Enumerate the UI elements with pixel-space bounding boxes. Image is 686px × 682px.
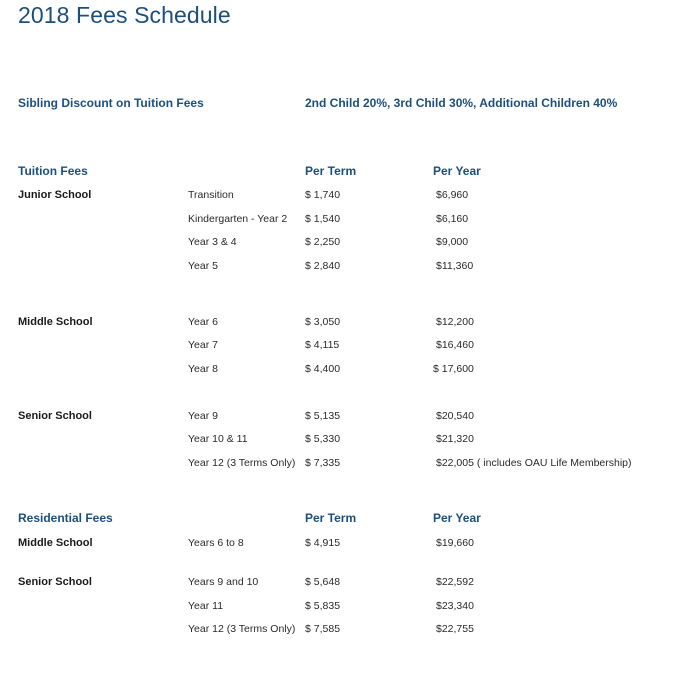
table-row-term: $ 2,840 xyxy=(305,260,341,272)
tuition-per-year-header: Per Year xyxy=(433,164,481,178)
table-row-level: Year 5 xyxy=(188,260,218,272)
table-row-level: Year 12 (3 Terms Only) xyxy=(188,457,296,469)
table-row-year: $ 17,600 xyxy=(433,363,474,375)
table-row-year: $22,592 xyxy=(436,576,474,588)
table-row-level: Years 6 to 8 xyxy=(188,537,244,549)
table-row-level: Year 10 & 11 xyxy=(188,433,248,445)
table-row-term: $ 3,050 xyxy=(305,316,341,328)
residential-middle-school-label: Middle School xyxy=(18,537,93,549)
table-row-level: Year 8 xyxy=(188,363,218,375)
table-row-year: $16,460 xyxy=(436,339,474,351)
table-row-level: Year 9 xyxy=(188,410,218,422)
junior-school-label: Junior School xyxy=(18,189,92,201)
senior-school-label: Senior School xyxy=(18,410,92,422)
residential-senior-school-label: Senior School xyxy=(18,576,92,588)
table-row-year: $22,755 xyxy=(436,623,474,635)
page-title: 2018 Fees Schedule xyxy=(18,2,231,28)
table-row-year: $22,005 ( includes OAU Life Membership) xyxy=(436,457,632,469)
table-row-level: Year 7 xyxy=(188,339,218,351)
residential-fees-heading: Residential Fees xyxy=(18,511,113,525)
table-row-year: $20,540 xyxy=(436,410,474,422)
table-row-level: Transition xyxy=(188,189,234,201)
table-row-term: $ 4,915 xyxy=(305,537,341,549)
table-row-year: $21,320 xyxy=(436,433,474,445)
table-row-term: $ 4,115 xyxy=(305,339,340,351)
table-row-term: $ 7,585 xyxy=(305,623,341,635)
table-row-level: Kindergarten - Year 2 xyxy=(188,213,288,225)
table-row-level: Year 3 & 4 xyxy=(188,236,237,248)
table-row-year: $9,000 xyxy=(436,236,469,248)
table-row-level: Year 11 xyxy=(188,600,224,612)
residential-per-term-header: Per Term xyxy=(305,511,357,525)
table-row-term: $ 7,335 xyxy=(305,457,341,469)
residential-per-year-header: Per Year xyxy=(433,511,481,525)
table-row-term: $ 4,400 xyxy=(305,363,341,375)
table-row-year: $11,360 xyxy=(436,260,474,272)
table-row-term: $ 1,540 xyxy=(305,213,341,225)
middle-school-label: Middle School xyxy=(18,316,93,328)
table-row-year: $12,200 xyxy=(436,316,474,328)
table-row-level: Year 6 xyxy=(188,316,218,328)
table-row-year: $23,340 xyxy=(436,600,474,612)
table-row-term: $ 2,250 xyxy=(305,236,341,248)
tuition-fees-heading: Tuition Fees xyxy=(18,164,88,178)
sibling-discount-value: 2nd Child 20%, 3rd Child 30%, Additional Children 40% xyxy=(305,96,618,110)
table-row-term: $ 5,135 xyxy=(305,410,341,422)
sibling-discount-label: Sibling Discount on Tuition Fees xyxy=(18,96,204,110)
table-row-term: $ 5,835 xyxy=(305,600,341,612)
table-row-year: $6,160 xyxy=(436,213,469,225)
table-row-term: $ 5,648 xyxy=(305,576,341,588)
table-row-year: $6,960 xyxy=(436,189,469,201)
table-row-term: $ 5,330 xyxy=(305,433,341,445)
table-row-year: $19,660 xyxy=(436,537,474,549)
tuition-per-term-header: Per Term xyxy=(305,164,357,178)
table-row-level: Years 9 and 10 xyxy=(188,576,259,588)
table-row-level: Year 12 (3 Terms Only) xyxy=(188,623,296,635)
table-row-term: $ 1,740 xyxy=(305,189,341,201)
